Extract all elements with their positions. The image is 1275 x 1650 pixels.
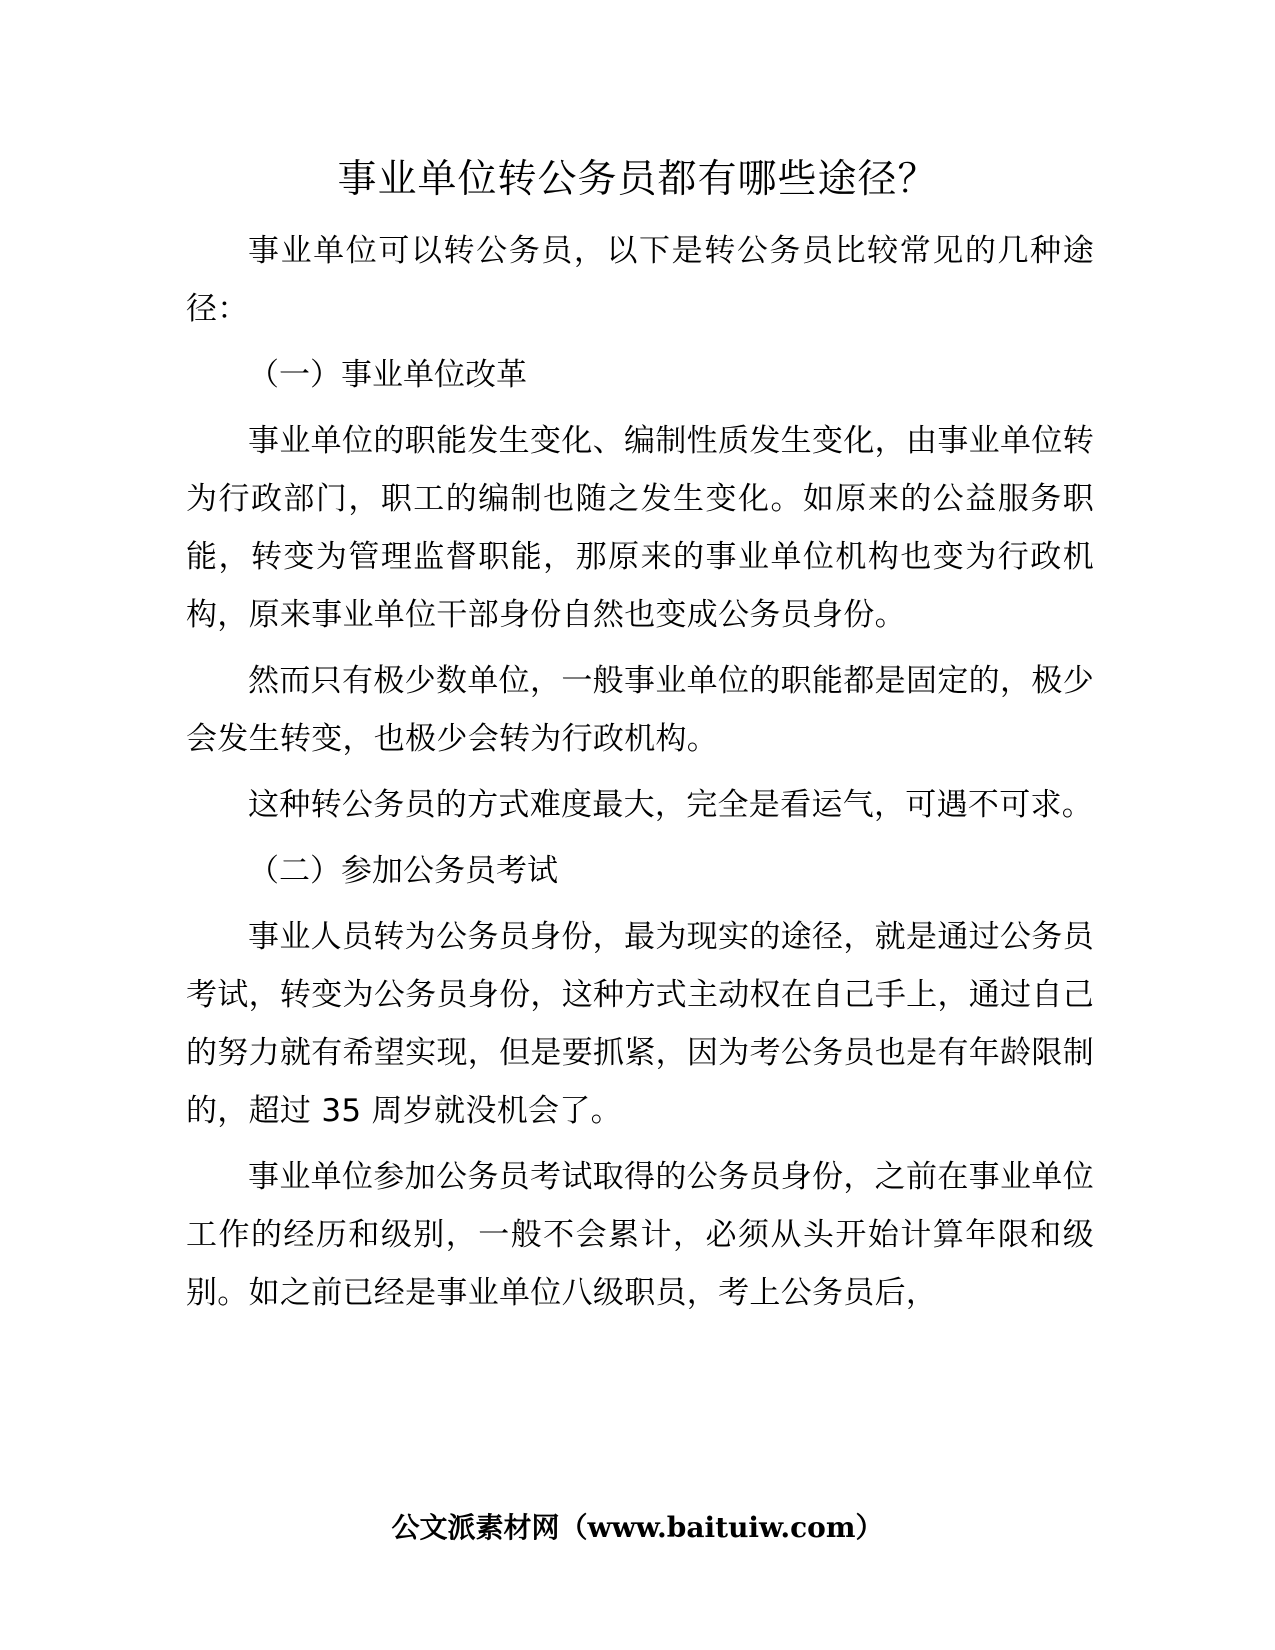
section-heading-2: （二）参加公务员考试 <box>248 853 558 889</box>
document-title: 事业单位转公务员都有哪些途径？ <box>337 157 938 202</box>
paragraph: 这种转公务员的方式难度最大，完全是看运气，可遇不可求。 <box>248 787 1094 823</box>
page-footer: 公文派素材网（www.baituiw.com） <box>391 1511 884 1544</box>
paragraph: 事业单位参加公务员考试取得的公务员身份，之前在事业单位工作的经历和级别，一般不会累计，必须从头开始计算年限和级别。如之前已经是事业单位八级职员，考上公务员后， <box>186 1159 1094 1311</box>
document-body <box>186 222 1094 1330</box>
section-heading-1: （一）事业单位改革 <box>248 357 527 393</box>
paragraph: 事业单位的职能发生变化、编制性质发生变化，由事业单位转为行政部门，职工的编制也随之发生变化。如原来的公益服务职能，转变为管理监督职能，那原来的事业单位机构也变为行政机构，原来事业单位干部身份自然也变成公务员身份。 <box>186 423 1094 633</box>
paragraph: 然而只有极少数单位，一般事业单位的职能都是固定的，极少会发生转变，也极少会转为行政机构。 <box>186 663 1094 757</box>
paragraph-intro: 事业单位可以转公务员，以下是转公务员比较常见的几种途径： <box>186 233 1094 327</box>
paragraph: 事业人员转为公务员身份，最为现实的途径，就是通过公务员考试，转变为公务员身份，这种方式主动权在自己手上，通过自己的努力就有希望实现，但是要抓紧，因为考公务员也是有年龄限制的，超过 35 周岁就没机会了。 <box>186 919 1094 1129</box>
